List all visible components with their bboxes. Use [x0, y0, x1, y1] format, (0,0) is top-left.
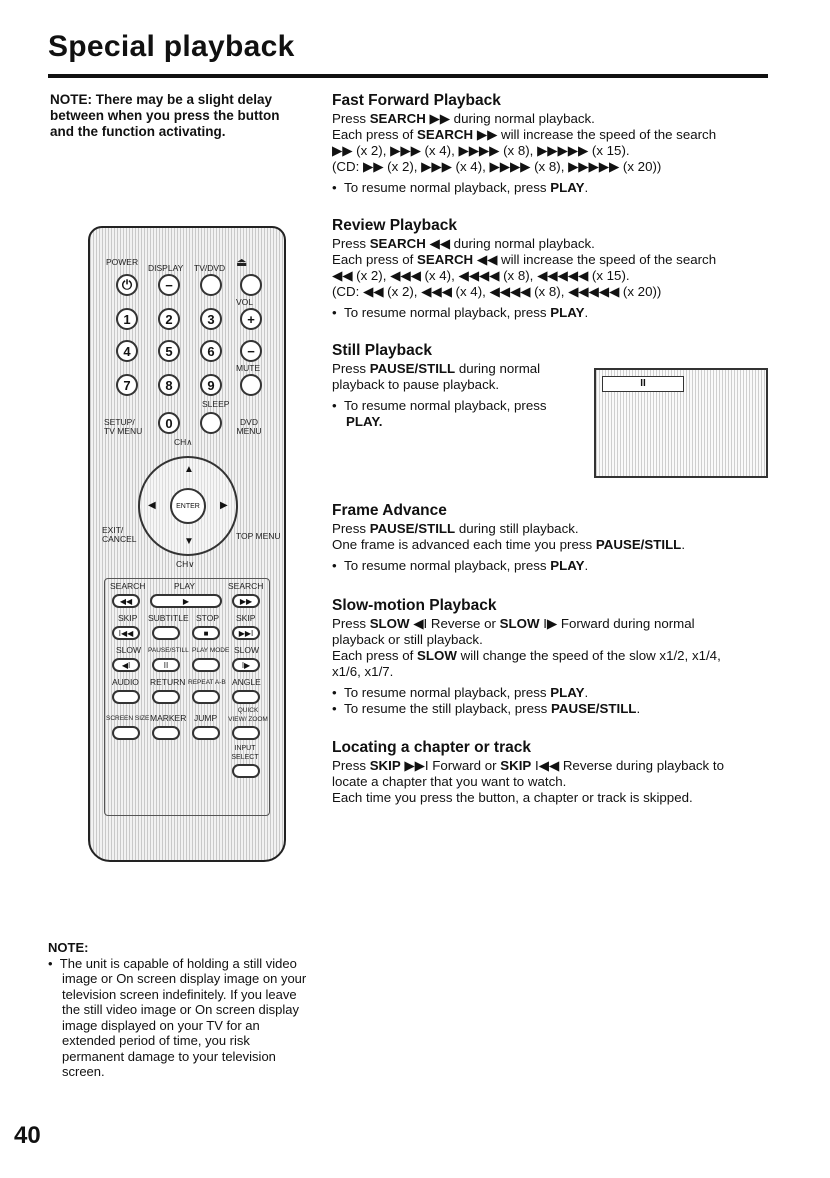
- pause-still-label: PAUSE/STILL: [148, 647, 189, 654]
- slow-motion-line-2: playback or still playback.: [332, 632, 483, 647]
- direction-pad: [138, 456, 238, 556]
- still-bullet-text-1: To resume normal playback, press: [344, 398, 547, 413]
- top-note: NOTE: There may be a slight delay between when you press the button and the function activating.: [50, 92, 280, 139]
- chapter-line-3: Each time you press the button, a chapter or track is skipped.: [332, 790, 693, 805]
- digit-5-button: 5: [158, 340, 180, 362]
- slow-fwd-button: I▶: [232, 658, 260, 672]
- section-still: [332, 342, 582, 430]
- search-fwd-button: ▶▶: [232, 594, 260, 608]
- top-menu-label: TOP MENU: [236, 531, 281, 541]
- subtitle-label: SUBTITLE: [148, 613, 189, 623]
- marker-label: MARKER: [150, 713, 187, 723]
- slow-motion-bullet-1-text: To resume normal playback, press PLAY.: [344, 685, 589, 700]
- exit-label: EXIT/ CANCEL: [102, 525, 137, 544]
- right-arrow-icon: ▶: [220, 500, 228, 511]
- mute-label: MUTE: [236, 363, 261, 373]
- frame-advance-bullet: • To resume normal playback, press PLAY.: [332, 558, 589, 573]
- skip-rev-button: I◀◀: [112, 626, 140, 640]
- fast-forward-line-3: ▶▶ (x 2), ▶▶▶ (x 4), ▶▶▶▶ (x 8), ▶▶▶▶▶ (x 15).: [332, 143, 630, 158]
- skip-fwd-label: SKIP: [236, 613, 256, 623]
- eject-icon: ⏏: [236, 255, 248, 269]
- review-line-3: ◀◀ (x 2), ◀◀◀ (x 4), ◀◀◀◀ (x 8), ◀◀◀◀◀ (x 15).: [332, 268, 630, 283]
- power-button: ⏻: [116, 274, 138, 296]
- marker-button: [152, 726, 180, 740]
- sleep-label: SLEEP: [202, 399, 230, 409]
- enter-button: ENTER: [170, 488, 206, 524]
- left-arrow-icon: ◀: [148, 500, 156, 511]
- review-bullet: • To resume normal playback, press PLAY.: [332, 305, 589, 320]
- display-button: −: [158, 274, 180, 296]
- digit-6-button: 6: [200, 340, 222, 362]
- tvdvd-button: [200, 274, 222, 296]
- digit-2-button: 2: [158, 308, 180, 330]
- return-button: [152, 690, 180, 704]
- fast-forward-bullet-text: To resume normal playback, press PLAY.: [344, 180, 589, 195]
- stop-label: STOP: [196, 613, 219, 623]
- repeat-button: [192, 690, 220, 704]
- screen-size-button: [112, 726, 140, 740]
- chapter-line-1: Press SKIP ▶▶I Forward or SKIP I◀◀ Reverse during playback to: [332, 758, 724, 773]
- subtitle-button: [152, 626, 180, 640]
- page-number: 40: [14, 1122, 41, 1149]
- chapter-line-2: locate a chapter that you want to watch.: [332, 774, 567, 789]
- slow-rev-button: ◀I: [112, 658, 140, 672]
- fast-forward-line-4: (CD: ▶▶ (x 2), ▶▶▶ (x 4), ▶▶▶▶ (x 8), ▶▶▶▶▶ (x 20)): [332, 159, 662, 174]
- title-divider: [48, 74, 768, 78]
- digit-4-button: 4: [116, 340, 138, 362]
- still-line-1: Press PAUSE/STILL during normal: [332, 361, 541, 376]
- frame-advance-heading: Frame Advance: [332, 502, 447, 519]
- tvdvd-label: TV/DVD: [194, 263, 226, 273]
- fast-forward-bullet: • To resume normal playback, press PLAY.: [332, 180, 589, 195]
- chv-label: CH∨: [176, 559, 195, 569]
- slow-rev-label: SLOW: [116, 645, 142, 655]
- screen-size-label: SCREEN SIZE: [106, 715, 150, 722]
- section-slow-motion: [332, 597, 772, 717]
- fast-forward-line-2: Each press of SEARCH ▶▶ will increase the speed of the search: [332, 127, 717, 142]
- vol-up-button: +: [240, 308, 262, 330]
- display-label: DISPLAY: [148, 263, 184, 273]
- still-heading: Still Playback: [332, 342, 432, 359]
- section-fast-forward: [332, 92, 772, 196]
- digit-3-button: 3: [200, 308, 222, 330]
- jump-label: JUMP: [194, 713, 218, 723]
- digit-1-button: 1: [116, 308, 138, 330]
- review-line-1: Press SEARCH ◀◀ during normal playback.: [332, 236, 595, 251]
- mute-button: [240, 374, 262, 396]
- search-fwd-label: SEARCH: [228, 581, 264, 591]
- chapter-heading: Locating a chapter or track: [332, 739, 531, 756]
- angle-label: ANGLE: [232, 677, 261, 687]
- repeat-label: REPEAT A-B: [188, 679, 226, 686]
- pause-osd-indicator: II: [602, 376, 684, 392]
- digit-0-button: 0: [158, 412, 180, 434]
- power-label: POWER: [106, 257, 139, 267]
- remote-control-illustration: [88, 226, 286, 862]
- angle-button: [232, 690, 260, 704]
- up-arrow-icon: ▲: [184, 464, 194, 475]
- cha-label: CH∧: [174, 437, 193, 447]
- search-rev-label: SEARCH: [110, 581, 146, 591]
- section-frame-advance: [332, 502, 772, 574]
- play-mode-label: PLAY MODE: [192, 647, 230, 654]
- section-review: [332, 217, 772, 321]
- vol-down-button: −: [240, 340, 262, 362]
- vol-label: VOL: [236, 297, 254, 307]
- quick-view-label: QUICK VIEW/ ZOOM: [228, 707, 268, 723]
- input-select-label: INPUT SELECT: [231, 745, 259, 761]
- frame-advance-line-1: Press PAUSE/STILL during still playback.: [332, 521, 579, 536]
- digit-9-button: 9: [200, 374, 222, 396]
- jump-button: [192, 726, 220, 740]
- section-chapter: [332, 739, 772, 806]
- skip-fwd-button: ▶▶I: [232, 626, 260, 640]
- slow-fwd-label: SLOW: [234, 645, 260, 655]
- audio-button: [112, 690, 140, 704]
- eject-button: [240, 274, 262, 296]
- pause-still-button: II: [152, 658, 180, 672]
- slow-motion-bullet-2: • To resume the still playback, press PAUSE/STILL.: [332, 701, 641, 716]
- input-select-button: [232, 764, 260, 778]
- setup-label: SETUP/ TV MENU: [104, 417, 143, 436]
- review-bullet-text: To resume normal playback, press PLAY.: [344, 305, 589, 320]
- skip-rev-label: SKIP: [118, 613, 138, 623]
- audio-label: AUDIO: [112, 677, 139, 687]
- slow-motion-bullet-1: • To resume normal playback, press PLAY.: [332, 685, 589, 700]
- quick-view-button: [232, 726, 260, 740]
- review-line-2: Each press of SEARCH ◀◀ will increase the speed of the search: [332, 252, 717, 267]
- review-line-4: (CD: ◀◀ (x 2), ◀◀◀ (x 4), ◀◀◀◀ (x 8), ◀◀◀◀◀ (x 20)): [332, 284, 662, 299]
- dvd-menu-label: DVD MENU: [236, 417, 262, 436]
- bottom-note-bullet: • The unit is capable of holding a still video image or On screen display image on your television screen indefinitely. If you leave the still video image or On screen display image displayed on your TV for an extended period of time, you risk permanent damage to your television screen.: [48, 955, 307, 1079]
- fast-forward-line-1: Press SEARCH ▶▶ during normal playback.: [332, 111, 595, 126]
- play-label: PLAY: [174, 581, 196, 591]
- frame-advance-bullet-text: To resume normal playback, press PLAY.: [344, 558, 589, 573]
- slow-motion-line-1: Press SLOW ◀I Reverse or SLOW I▶ Forward during normal: [332, 616, 695, 631]
- bottom-note-heading: NOTE:: [48, 940, 89, 955]
- slow-motion-line-3: Each press of SLOW will change the speed of the slow x1/2, x1/4,: [332, 648, 721, 663]
- paused-tv-screen-illustration: [594, 368, 768, 478]
- digit-7-button: 7: [116, 374, 138, 396]
- still-bullet-text-2: PLAY.: [346, 414, 383, 429]
- sleep-button: [200, 412, 222, 434]
- slow-motion-bullet-2-text: To resume the still playback, press PAUSE/STILL.: [344, 701, 641, 716]
- stop-button: ■: [192, 626, 220, 640]
- search-rev-button: ◀◀: [112, 594, 140, 608]
- bottom-note: [48, 940, 308, 1080]
- play-mode-button: [192, 658, 220, 672]
- return-label: RETURN: [150, 677, 186, 687]
- review-heading: Review Playback: [332, 217, 457, 234]
- digit-8-button: 8: [158, 374, 180, 396]
- still-bullet: • To resume normal playback, press PLAY.: [332, 398, 547, 429]
- fast-forward-heading: Fast Forward Playback: [332, 92, 501, 109]
- slow-motion-line-4: x1/6, x1/7.: [332, 664, 394, 679]
- still-line-2: playback to pause playback.: [332, 377, 500, 392]
- page-title: Special playback: [48, 30, 295, 63]
- slow-motion-heading: Slow-motion Playback: [332, 597, 497, 614]
- down-arrow-icon: ▼: [184, 536, 194, 547]
- bottom-note-text: The unit is capable of holding a still video image or On screen display image on your television screen indefinitely. If you leave the still video image or On screen display image displayed on your TV for an extended period of time, you risk permanent damage to your television screen.: [59, 955, 307, 1079]
- play-button: ▶: [150, 594, 222, 608]
- frame-advance-line-2: One frame is advanced each time you press PAUSE/STILL.: [332, 537, 686, 552]
